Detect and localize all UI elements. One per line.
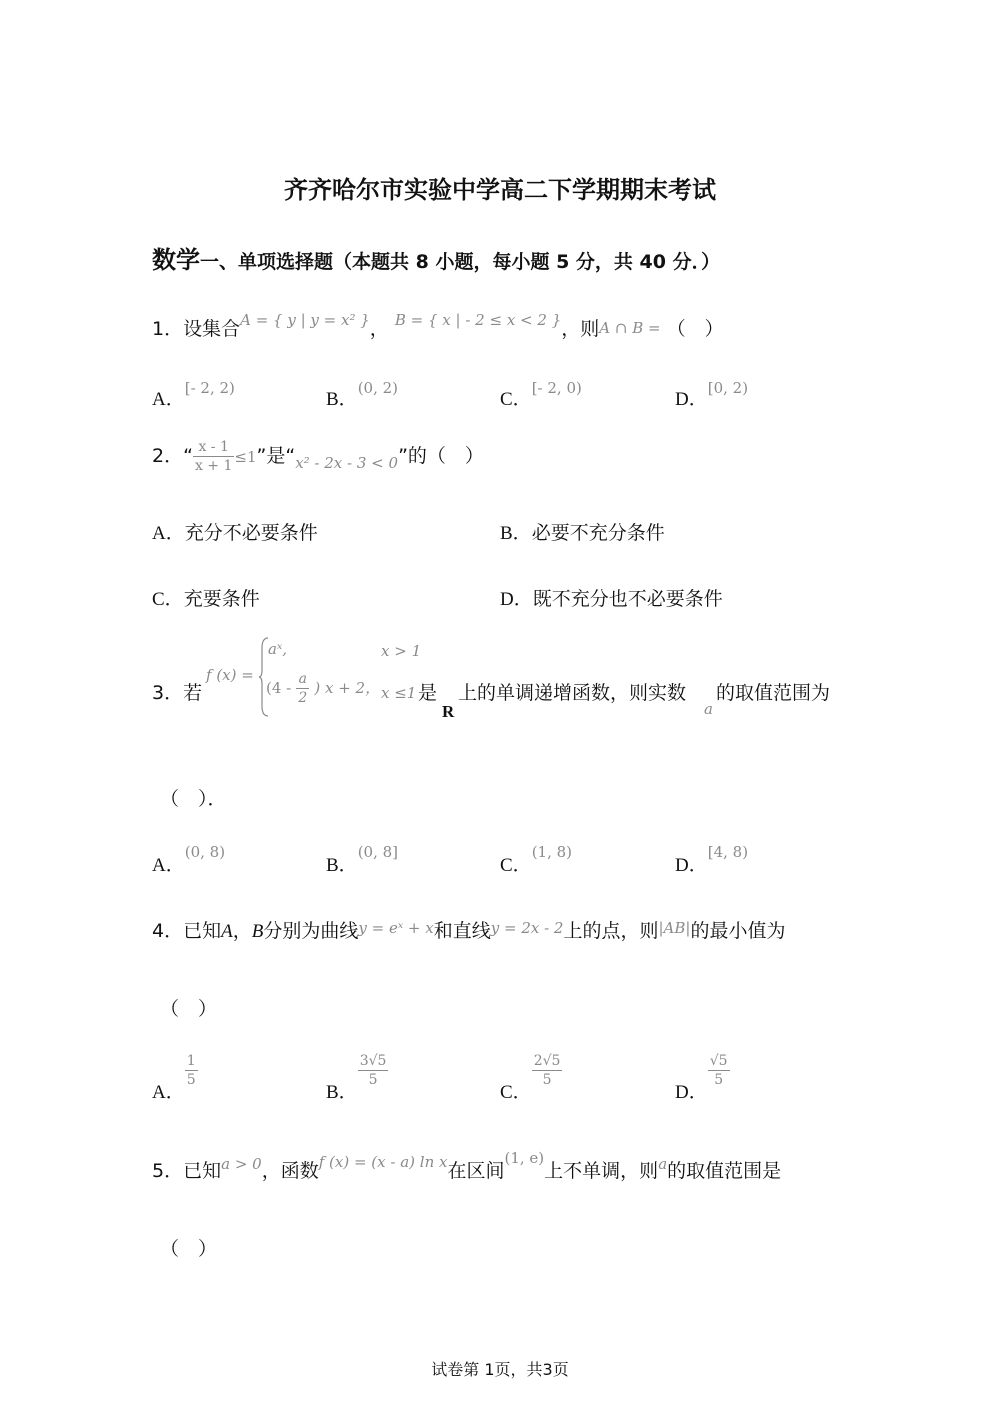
question-text: 分别为曲线 [263, 920, 359, 942]
q3-option-d [675, 843, 749, 877]
fraction-numerator: a [296, 670, 309, 689]
option-value: [0, 2) [707, 379, 749, 397]
case-2-post: ) x + 2， [314, 679, 381, 697]
answer-paren: （ ）． [160, 788, 227, 810]
math-inequality: ≤1 [234, 448, 257, 466]
question-text: 已知 [183, 1160, 222, 1182]
option-label: A． [152, 855, 185, 876]
math-function: f (x) = (x - a) ln x [318, 1153, 448, 1171]
option-value: (0, 2) [357, 379, 399, 397]
question-text: 上的单调递增函数，则实数 [458, 682, 687, 704]
math-function-f: f (x) = [206, 666, 254, 684]
fraction-numerator: 2√5 [533, 1053, 561, 1069]
option-value: 既不充分也不必要条件 [532, 588, 723, 610]
fraction-numerator: 1 [186, 1053, 196, 1069]
option-value: (0, 8) [184, 843, 226, 861]
question-number: 1． [152, 318, 184, 340]
question-4 [152, 916, 785, 943]
math-line: y = 2x - 2 [490, 919, 564, 937]
math-intersection: A ∩ B = [599, 319, 661, 337]
math-quadratic: x² - 2x - 3 < 0 [295, 454, 399, 472]
q3-option-a [152, 843, 226, 877]
q2-option-b [500, 518, 665, 545]
option-label: A． [152, 389, 185, 410]
option-label: B． [500, 523, 532, 544]
math-R: R [442, 702, 455, 721]
option-fraction [708, 1052, 730, 1089]
question-text: ， [232, 920, 252, 942]
question-5 [152, 1149, 782, 1183]
q1-option-b [326, 379, 399, 411]
option-value: [4, 8) [707, 843, 749, 861]
option-label: C． [500, 1082, 532, 1103]
question-text: 在区间 [447, 1160, 505, 1182]
fraction-denominator: x + 1 [194, 458, 233, 474]
option-label: A． [152, 1082, 185, 1103]
option-label: A． [152, 523, 185, 544]
math-distance: |AB| [658, 919, 691, 937]
math-fraction [193, 438, 234, 475]
fraction-numerator: 3√5 [359, 1053, 387, 1069]
q1-option-d [675, 379, 749, 411]
math-curve: y = eˣ + x [358, 919, 434, 937]
question-text: 上不单调，则 [544, 1160, 659, 1182]
option-label: B． [326, 1082, 358, 1103]
question-text: 的最小值为 [690, 920, 786, 942]
option-label: C． [500, 855, 532, 876]
answer-paren: （ ） [666, 318, 724, 340]
case-1-cond: x > 1 [381, 642, 422, 660]
option-label: B． [326, 855, 358, 876]
case-2-pre: (4 - [266, 679, 292, 697]
fraction-denominator: 5 [368, 1072, 378, 1088]
section-heading [152, 240, 720, 275]
fraction-numerator: √5 [709, 1053, 728, 1069]
option-value: 必要不充分条件 [531, 522, 665, 544]
math-set-a: A = { y | y = x² } [240, 311, 370, 329]
option-label: B． [326, 389, 358, 410]
q3-option-c [500, 843, 573, 877]
fraction-denominator: 5 [714, 1072, 724, 1088]
page-footer: 试卷第 1页，共3页 [431, 1360, 569, 1379]
fraction-denominator: 5 [186, 1072, 196, 1088]
question-number: 4． [152, 920, 184, 942]
question-text: ，则 [561, 318, 600, 340]
question-text: 若 [183, 682, 203, 704]
question-text: 已知 [183, 920, 222, 942]
section-title: 一、单项选择题（本题共 8 小题，每小题 5 分，共 40 分．） [200, 251, 721, 273]
option-fraction [532, 1052, 563, 1089]
answer-paren: （ ） [160, 1238, 218, 1260]
option-fraction [358, 1052, 389, 1089]
math-point-b: B [251, 921, 264, 942]
math-interval: (1, e) [504, 1149, 545, 1167]
math-set-b: B = { x | - 2 ≤ x < 2 } [394, 311, 562, 329]
fraction-denominator: 2 [298, 690, 308, 706]
option-value: 充分不必要条件 [184, 522, 318, 544]
option-label: D． [500, 589, 533, 610]
question-number: 5． [152, 1160, 184, 1182]
q1-option-a [152, 379, 235, 411]
question-text: ，函数 [261, 1160, 319, 1182]
question-text: “ [183, 445, 193, 467]
subject-label: 数学 [152, 246, 200, 274]
option-value: 充要条件 [183, 588, 260, 610]
q2-option-d [500, 584, 723, 611]
question-text: 的取值范围是 [667, 1160, 782, 1182]
q2-option-c [152, 584, 260, 611]
question-text: 的取值范围为 [716, 682, 831, 704]
question-text: ， [369, 318, 389, 340]
q4-option-d [675, 1052, 730, 1103]
q4-option-b [326, 1052, 388, 1103]
option-value: (0, 8] [357, 843, 399, 861]
option-fraction [185, 1052, 198, 1089]
option-label: D． [675, 855, 708, 876]
question-text: 和直线 [433, 920, 491, 942]
option-value: [- 2, 2) [184, 379, 235, 397]
option-value: (1, 8) [531, 843, 573, 861]
q3-lead [152, 678, 202, 705]
question-text: ”的（ ） [398, 445, 484, 467]
fraction-denominator: 5 [542, 1072, 552, 1088]
q3-option-b [326, 843, 399, 877]
q4-option-a [152, 1052, 198, 1103]
case-1-expr: aˣ, [268, 640, 288, 658]
case-2-expr [266, 670, 380, 707]
q2-option-a [152, 518, 318, 545]
question-text: 上的点，则 [563, 920, 659, 942]
question-2 [152, 438, 484, 475]
question-number: 3． [152, 682, 184, 704]
q1-option-c [500, 379, 582, 411]
math-fraction [296, 670, 309, 707]
option-label: C． [152, 589, 184, 610]
option-value: [- 2, 0) [531, 379, 582, 397]
fraction-numerator: x - 1 [193, 438, 234, 457]
question-number: 2． [152, 445, 184, 467]
option-label: C． [500, 389, 532, 410]
math-point-a: A [221, 921, 233, 942]
question-1 [152, 311, 724, 341]
question-text: 是 [418, 682, 438, 704]
option-label: D． [675, 389, 708, 410]
question-text: ”是“ [256, 445, 296, 467]
question-text: 设集合 [183, 318, 241, 340]
option-label: D． [675, 1082, 708, 1103]
q4-option-c [500, 1052, 562, 1103]
math-a: a [658, 1155, 668, 1173]
answer-paren: （ ） [160, 998, 218, 1020]
page-title: 齐齐哈尔市实验中学高二下学期期末考试 [284, 176, 716, 204]
math-a: a [704, 700, 713, 718]
case-2-cond: x ≤1 [381, 684, 417, 702]
math-condition: a > 0 [221, 1155, 262, 1173]
